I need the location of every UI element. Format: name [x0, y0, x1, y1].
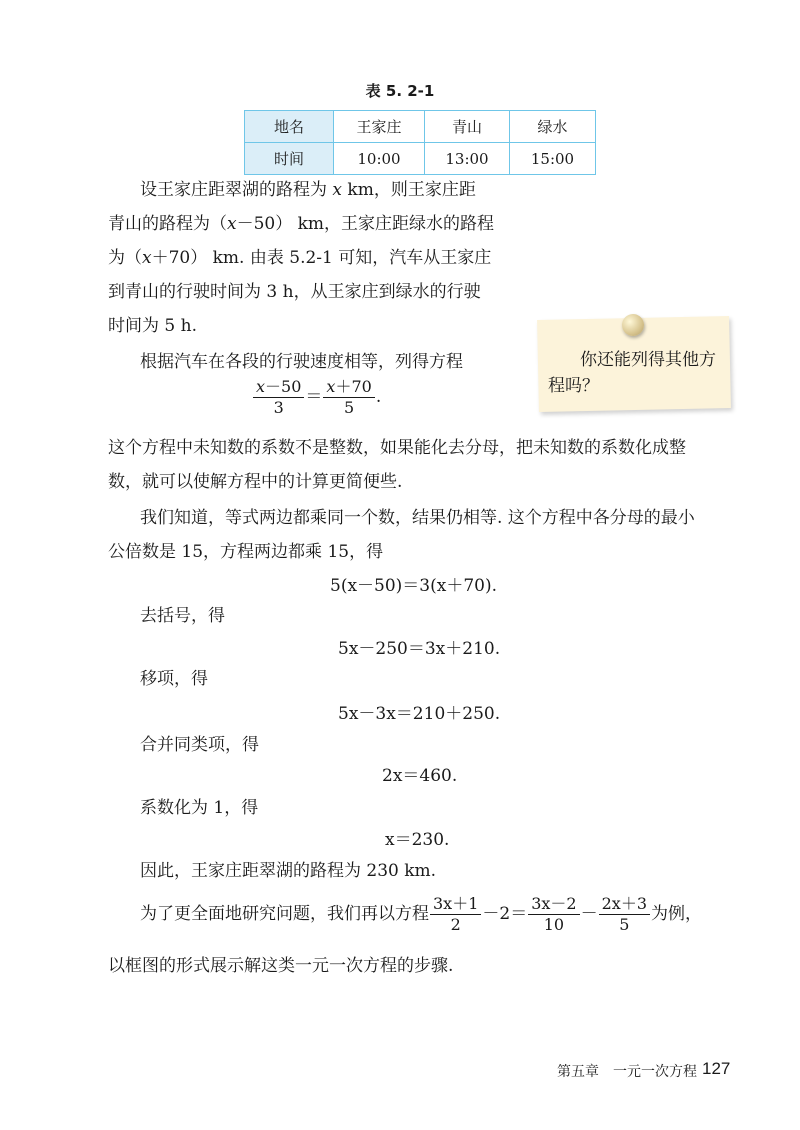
equation: 5(x－50)＝3(x＋70).	[330, 576, 498, 596]
paragraph-line: 以框图的形式展示解这类一元一次方程的步骤.	[108, 956, 454, 976]
step-label: 去括号，得	[140, 606, 225, 626]
chapter-label: 第五章 一元一次方程	[557, 1064, 697, 1080]
equation: 5x－3x＝210＋250.	[338, 704, 501, 724]
paragraph-line: 设王家庄距翠湖的路程为 x km，则王家庄距	[140, 180, 476, 200]
step-label: 系数化为 1，得	[140, 798, 259, 818]
paragraph-line: 公倍数是 15，方程两边都乘 15，得	[108, 542, 384, 562]
paragraph-line: 到青山的行驶时间为 3 h，从王家庄到绿水的行驶	[108, 282, 481, 302]
table-cell: 地名	[245, 111, 334, 143]
page-number: 127	[702, 1059, 731, 1078]
step-label: 合并同类项，得	[140, 735, 259, 755]
conclusion: 因此，王家庄距翠湖的路程为 230 km.	[140, 861, 437, 881]
paragraph-line: 数，就可以使解方程中的计算更简便些.	[108, 472, 403, 492]
fraction: $\frac{x+70}{5}$	[323, 377, 374, 418]
note-text: 你还能列得其他方程吗？	[548, 350, 716, 396]
paragraph-line: 根据汽车在各段的行驶速度相等，列得方程	[140, 352, 463, 372]
equation: 5x－250＝3x＋210.	[338, 639, 501, 659]
table-cell: 15:00	[510, 143, 596, 175]
table-row	[245, 143, 596, 175]
paragraph-line: 青山的路程为（x－50） km，王家庄距绿水的路程	[108, 214, 495, 234]
equation: x＝230.	[385, 830, 450, 850]
table-cell: 绿水	[510, 111, 596, 143]
table-header-row	[245, 111, 596, 143]
paragraph-line: 时间为 5 h.	[108, 316, 197, 336]
fraction: $\frac{x-50}{3}$	[253, 377, 304, 418]
table-cell: 10:00	[334, 143, 425, 175]
paragraph-line: 我们知道，等式两边都乘同一个数，结果仍相等. 这个方程中各分母的最小	[140, 508, 695, 528]
table-cell: 13:00	[425, 143, 510, 175]
time-table	[244, 110, 596, 175]
table-caption: 表 5. 2-1	[365, 82, 435, 100]
equation: 2x＝460.	[382, 766, 458, 786]
fraction: $\frac{3x+1}{2}$	[430, 894, 481, 935]
table-cell: 时间	[245, 143, 334, 175]
equation-fraction: $\frac{x-50}{3}$ ＝ $\frac{x+70}{5}$ .	[252, 377, 381, 418]
table-cell: 王家庄	[334, 111, 425, 143]
paragraph-line: 为（x＋70） km. 由表 5.2-1 可知，汽车从王家庄	[108, 248, 492, 268]
paragraph-line: 为了更全面地研究问题，我们再以方程 $\frac{3x+1}{2}$ －2＝ $\frac{3x-2}{10}$ － $\frac{2x+3}{5}$ 为例，	[140, 894, 702, 934]
pushpin-icon	[622, 314, 644, 336]
step-label: 移项，得	[140, 669, 208, 689]
fraction: $\frac{3x-2}{10}$	[528, 894, 579, 935]
table-cell: 青山	[425, 111, 510, 143]
paragraph-line: 这个方程中未知数的系数不是整数，如果能化去分母，把未知数的系数化成整	[108, 438, 686, 458]
fraction: $\frac{2x+3}{5}$	[599, 894, 650, 935]
